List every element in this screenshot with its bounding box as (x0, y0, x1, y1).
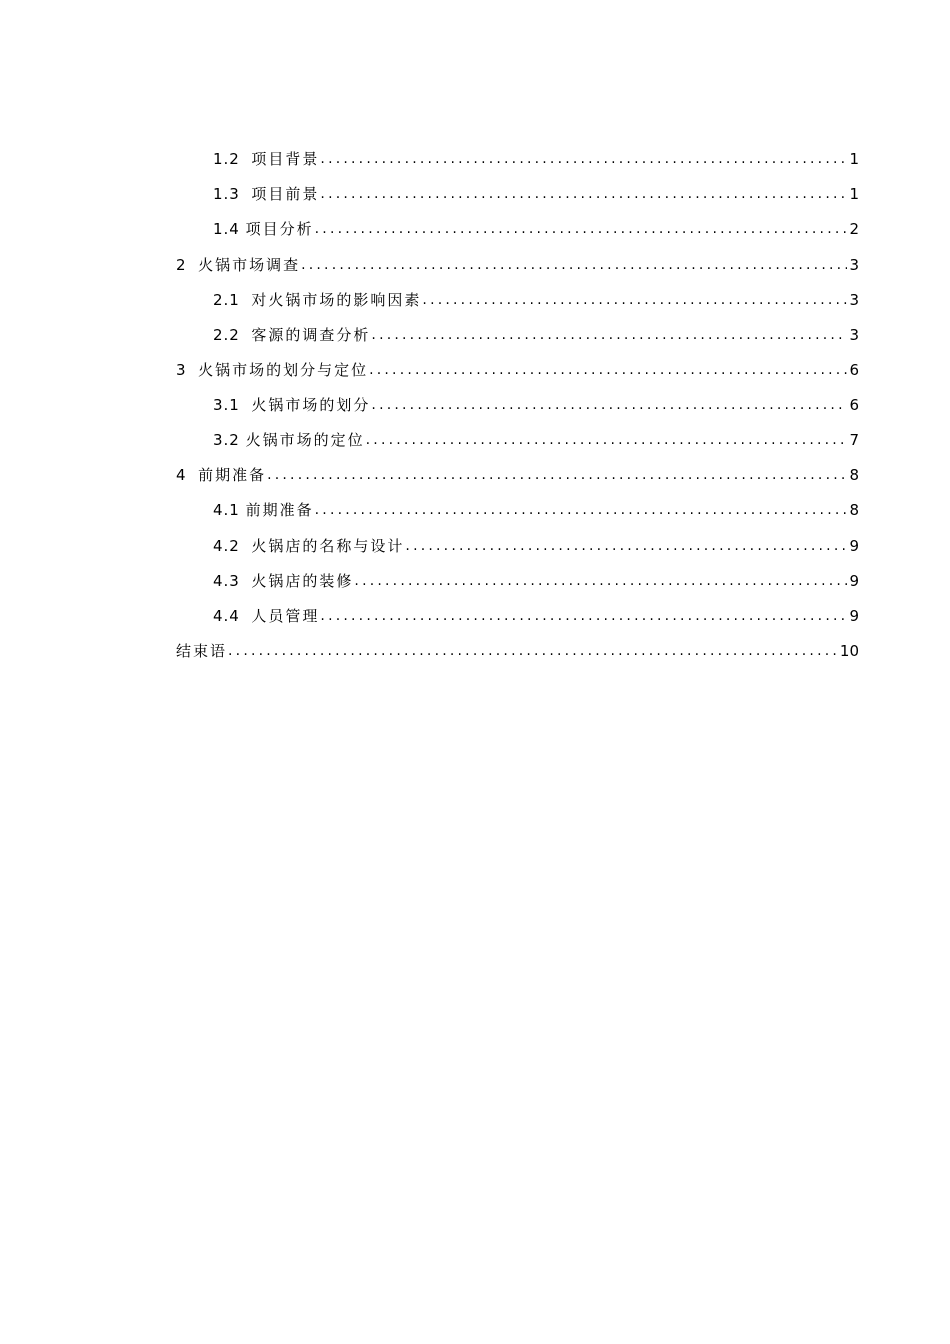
toc-entry-number: 2 (176, 256, 199, 274)
toc-entry-page: 3 (849, 326, 859, 344)
toc-entry-number: 1.2 (213, 150, 252, 168)
toc-entry[interactable] (213, 567, 859, 591)
toc-entry-page: 6 (849, 396, 859, 414)
toc-dot-leader (320, 184, 847, 204)
toc-entry-page: 10 (839, 642, 859, 660)
toc-entry-title: 客源的调查分析 (251, 326, 371, 344)
toc-entry[interactable] (213, 180, 859, 204)
toc-entry-title: 前期准备 (245, 501, 314, 519)
toc-entry-page: 1 (849, 150, 859, 168)
toc-entry-title: 人员管理 (251, 607, 320, 625)
toc-entry-number: 2.1 (213, 291, 252, 309)
toc-dot-leader (267, 465, 847, 485)
toc-entry-title: 结束语 (176, 642, 228, 660)
toc-entry-title: 项目前景 (251, 185, 320, 203)
toc-entry[interactable] (213, 496, 859, 520)
toc-entry[interactable] (176, 637, 859, 661)
toc-entry-title: 火锅店的名称与设计 (251, 537, 405, 555)
toc-entry-page: 1 (849, 185, 859, 203)
toc-entry-number: 4.2 (213, 537, 252, 555)
toc-entry-number: 1.4 (213, 220, 246, 238)
toc-dot-leader (405, 536, 847, 556)
toc-entry-number: 4.1 (213, 501, 246, 519)
toc-entry-number: 4.4 (213, 607, 252, 625)
toc-dot-leader (315, 500, 848, 520)
toc-entry-title: 项目分析 (245, 220, 314, 238)
toc-entry-title: 项目背景 (251, 150, 320, 168)
toc-entry-page: 6 (849, 361, 859, 379)
toc-entry-title: 火锅市场的划分 (251, 396, 371, 414)
toc-entry[interactable] (213, 391, 859, 415)
toc-entry-page: 9 (849, 572, 859, 590)
toc-entry[interactable] (213, 145, 859, 169)
toc-dot-leader (369, 360, 847, 380)
toc-dot-leader (228, 641, 838, 661)
toc-entry-number: 3 (176, 361, 199, 379)
toc-entry-page: 8 (849, 466, 859, 484)
toc-entry-title: 对火锅市场的影响因素 (251, 291, 422, 309)
toc-dot-leader (320, 606, 847, 626)
toc-entry-page: 9 (849, 537, 859, 555)
toc-entry-title: 前期准备 (198, 466, 267, 484)
toc-entry[interactable] (176, 356, 859, 380)
toc-entry-page: 9 (849, 607, 859, 625)
toc-entry-title: 火锅市场的划分与定位 (198, 361, 369, 379)
toc-entry-number: 3.2 (213, 431, 246, 449)
toc-entry[interactable] (213, 602, 859, 626)
toc-entry[interactable] (176, 461, 859, 485)
toc-entry-number: 1.3 (213, 185, 252, 203)
toc-entry[interactable] (213, 321, 859, 345)
toc-entry-title: 火锅市场的定位 (245, 431, 365, 449)
toc-entry[interactable] (213, 286, 859, 310)
toc-entry-page: 7 (849, 431, 859, 449)
toc-entry-page: 3 (849, 291, 859, 309)
toc-entry-title: 火锅店的装修 (251, 572, 354, 590)
toc-dot-leader (366, 430, 848, 450)
toc-entry[interactable] (213, 426, 859, 450)
toc-entry[interactable] (176, 251, 859, 275)
toc-dot-leader (315, 219, 848, 239)
toc-entry-page: 3 (849, 256, 859, 274)
toc-entry-number: 4 (176, 466, 199, 484)
toc-entry-number: 3.1 (213, 396, 252, 414)
toc-entry-page: 2 (849, 220, 859, 238)
toc-dot-leader (354, 571, 847, 591)
toc-dot-leader (371, 395, 847, 415)
toc-dot-leader (301, 255, 847, 275)
toc-dot-leader (422, 290, 847, 310)
toc-entry-title: 火锅市场调查 (198, 256, 301, 274)
toc-dot-leader (320, 149, 847, 169)
toc-entry[interactable] (213, 532, 859, 556)
toc-entry[interactable] (213, 215, 859, 239)
toc-entry-number: 4.3 (213, 572, 252, 590)
toc-entry-number: 2.2 (213, 326, 252, 344)
toc-dot-leader (371, 325, 847, 345)
toc-entry-page: 8 (849, 501, 859, 519)
